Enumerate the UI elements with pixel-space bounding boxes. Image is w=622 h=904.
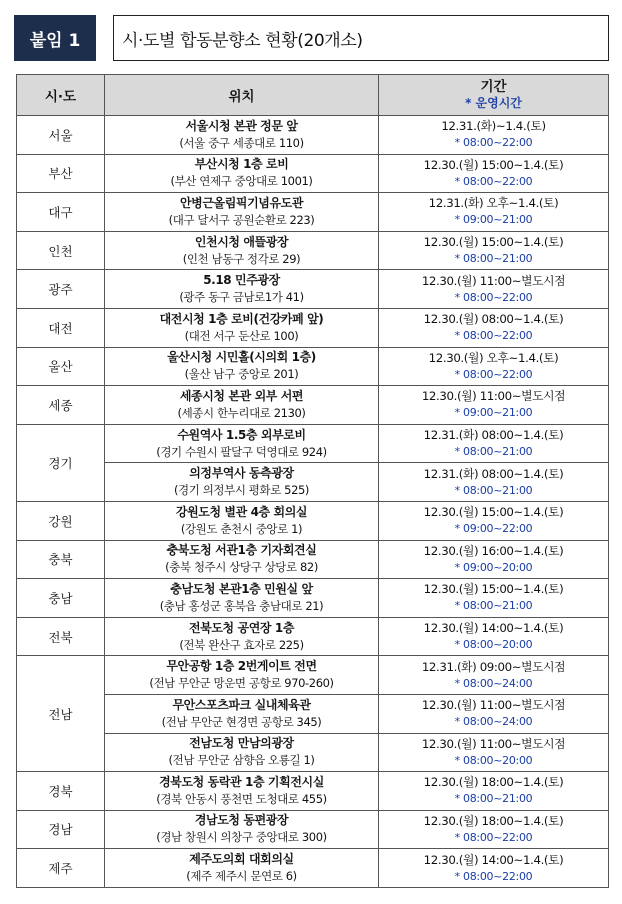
- location-address: (전남 무안군 망운면 공항로 970-260): [149, 676, 334, 691]
- location-name: 강원도청 별관 4층 회의실: [175, 504, 308, 519]
- table-row: [17, 656, 609, 695]
- period-cell: [379, 231, 609, 270]
- operating-hours: * 09:00~21:00: [454, 213, 533, 227]
- region-cell: 세종: [17, 386, 105, 425]
- location-name: 충남도청 본관1층 민원실 앞: [170, 581, 313, 596]
- period-cell: [379, 386, 609, 425]
- operating-hours: * 08:00~20:00: [454, 753, 533, 767]
- operating-hours: * 08:00~21:00: [454, 252, 533, 266]
- location-address: (전북 완산구 효자로 225): [179, 637, 304, 652]
- operating-hours: * 08:00~22:00: [454, 830, 533, 844]
- period-cell: [379, 308, 609, 347]
- location-cell: [105, 733, 379, 772]
- location-name: 세종시청 본관 외부 서편: [179, 388, 304, 403]
- location-name: 대전시청 1층 로비(건강카페 앞): [159, 311, 324, 326]
- period-cell: [379, 193, 609, 232]
- operating-hours: * 08:00~22:00: [454, 136, 533, 150]
- region-cell: 전북: [17, 617, 105, 656]
- location-address: (서울 중구 세종대로 110): [179, 135, 304, 150]
- location-cell: [105, 656, 379, 695]
- region-cell: 전남: [17, 656, 105, 772]
- location-address: (경기 의정부시 평화로 525): [173, 483, 310, 498]
- header-period: [379, 75, 609, 116]
- period-cell: [379, 849, 609, 888]
- table-row: [17, 849, 609, 888]
- location-cell: [105, 231, 379, 270]
- table-row: [17, 694, 609, 733]
- period-cell: [379, 656, 609, 695]
- location-address: (대구 달서구 공원순환로 223): [168, 212, 315, 227]
- location-name: 인천시청 애뜰광장: [194, 234, 289, 249]
- location-address: (제주 제주시 문연로 6): [186, 869, 297, 884]
- attachment-badge: 붙임 1: [14, 15, 96, 61]
- operating-hours: * 08:00~24:00: [454, 715, 533, 729]
- operating-hours: * 08:00~22:00: [454, 174, 533, 188]
- location-address: (부산 연제구 중앙대로 1001): [170, 174, 313, 189]
- region-cell: 서울: [17, 116, 105, 155]
- table-row: [17, 501, 609, 540]
- period-cell: [379, 733, 609, 772]
- location-cell: [105, 463, 379, 502]
- operating-hours: * 08:00~22:00: [454, 869, 533, 883]
- location-cell: [105, 579, 379, 618]
- location-cell: [105, 772, 379, 811]
- region-cell: 대구: [17, 193, 105, 232]
- table-row: [17, 540, 609, 579]
- period-range: 12.31.(화) 오후~1.4.(토): [428, 196, 559, 211]
- location-cell: [105, 193, 379, 232]
- location-address: (광주 동구 금남로1가 41): [179, 290, 304, 305]
- period-range: 12.30.(월) 11:00~별도시점: [421, 389, 566, 404]
- table-row: [17, 579, 609, 618]
- location-name: 경남도청 동편광장: [194, 813, 289, 828]
- period-cell: [379, 694, 609, 733]
- table-row: [17, 193, 609, 232]
- location-address: (경남 창원시 의창구 중앙대로 300): [156, 830, 327, 845]
- period-cell: [379, 116, 609, 155]
- location-address: (경북 안동시 풍천면 도청대로 455): [156, 791, 327, 806]
- location-address: (인천 남동구 정각로 29): [182, 251, 301, 266]
- table-row: [17, 347, 609, 386]
- header-period-sub: * 운영시간: [465, 96, 522, 110]
- period-range: 12.30.(월) 15:00~1.4.(토): [423, 157, 564, 172]
- region-cell: 제주: [17, 849, 105, 888]
- region-cell: 광주: [17, 270, 105, 309]
- operating-hours: * 08:00~22:00: [454, 290, 533, 304]
- period-range: 12.30.(월) 14:00~1.4.(토): [423, 852, 564, 867]
- region-cell: 충남: [17, 579, 105, 618]
- period-cell: [379, 501, 609, 540]
- location-name: 전남도청 만남의광장: [189, 736, 294, 751]
- region-cell: 울산: [17, 347, 105, 386]
- period-range: 12.30.(월) 15:00~1.4.(토): [423, 505, 564, 520]
- location-cell: [105, 308, 379, 347]
- location-cell: [105, 810, 379, 849]
- location-cell: [105, 849, 379, 888]
- region-cell: 부산: [17, 154, 105, 193]
- period-range: 12.30.(월) 18:00~1.4.(토): [423, 813, 564, 828]
- location-cell: [105, 154, 379, 193]
- location-name: 수원역사 1.5층 외부로비: [177, 427, 306, 442]
- operating-hours: * 08:00~21:00: [454, 599, 533, 613]
- location-cell: [105, 116, 379, 155]
- table-row: [17, 733, 609, 772]
- header-region: 시·도: [17, 75, 105, 116]
- region-cell: 인천: [17, 231, 105, 270]
- operating-hours: * 08:00~24:00: [454, 676, 533, 690]
- table-row: [17, 154, 609, 193]
- operating-hours: * 09:00~20:00: [454, 560, 533, 574]
- location-cell: [105, 540, 379, 579]
- location-name: 전북도청 공연장 1층: [188, 620, 295, 635]
- region-cell: 대전: [17, 308, 105, 347]
- period-cell: [379, 424, 609, 463]
- location-cell: [105, 270, 379, 309]
- location-address: (대전 서구 둔산로 100): [184, 328, 299, 343]
- operating-hours: * 08:00~22:00: [454, 329, 533, 343]
- location-name: 서울시청 본관 정문 앞: [185, 118, 298, 133]
- location-address: (전남 무안군 삼향읍 오룡길 1): [168, 753, 315, 768]
- operating-hours: * 08:00~21:00: [454, 792, 533, 806]
- period-range: 12.31.(화)~1.4.(토): [441, 119, 546, 134]
- operating-hours: * 08:00~20:00: [454, 638, 533, 652]
- operating-hours: * 09:00~21:00: [454, 406, 533, 420]
- region-cell: 강원: [17, 501, 105, 540]
- region-cell: 충북: [17, 540, 105, 579]
- operating-hours: * 08:00~21:00: [454, 445, 533, 459]
- period-range: 12.30.(월) 15:00~1.4.(토): [423, 235, 564, 250]
- table-row: [17, 308, 609, 347]
- period-cell: [379, 579, 609, 618]
- table-row: [17, 386, 609, 425]
- period-range: 12.30.(월) 오후~1.4.(토): [428, 350, 559, 365]
- period-cell: [379, 617, 609, 656]
- table-header-row: [17, 75, 609, 116]
- table-row: [17, 772, 609, 811]
- location-address: (울산 남구 중앙로 201): [184, 367, 299, 382]
- period-cell: [379, 540, 609, 579]
- period-range: 12.30.(월) 14:00~1.4.(토): [423, 621, 564, 636]
- location-name: 무안공항 1층 2번게이트 전면: [166, 659, 317, 674]
- period-range: 12.30.(월) 11:00~별도시점: [421, 698, 566, 713]
- table-row: [17, 270, 609, 309]
- table-row: [17, 463, 609, 502]
- location-name: 부산시청 1층 로비: [194, 157, 289, 172]
- period-cell: [379, 347, 609, 386]
- table-row: [17, 810, 609, 849]
- location-name: 의정부역사 동측광장: [189, 466, 294, 481]
- period-range: 12.30.(월) 08:00~1.4.(토): [423, 312, 564, 327]
- location-address: (경기 수원시 팔달구 덕영대로 924): [156, 444, 327, 459]
- period-range: 12.30.(월) 16:00~1.4.(토): [423, 543, 564, 558]
- region-cell: 경기: [17, 424, 105, 501]
- location-cell: [105, 694, 379, 733]
- period-range: 12.31.(화) 08:00~1.4.(토): [423, 466, 564, 481]
- region-cell: 경남: [17, 810, 105, 849]
- table-row: [17, 617, 609, 656]
- location-name: 제주도의회 대회의실: [189, 852, 294, 867]
- location-name: 안병근올림픽기념유도관: [179, 195, 304, 210]
- period-range: 12.30.(월) 11:00~별도시점: [421, 736, 566, 751]
- location-cell: [105, 617, 379, 656]
- location-cell: [105, 386, 379, 425]
- operating-hours: * 08:00~21:00: [454, 483, 533, 497]
- header-period-label: 기간: [480, 79, 507, 95]
- location-cell: [105, 424, 379, 463]
- period-cell: [379, 463, 609, 502]
- location-name: 5.18 민주광장: [203, 273, 280, 288]
- location-name: 무안스포츠파크 실내체육관: [172, 697, 311, 712]
- operating-hours: * 09:00~22:00: [454, 522, 533, 536]
- period-range: 12.30.(월) 18:00~1.4.(토): [423, 775, 564, 790]
- period-range: 12.30.(월) 11:00~별도시점: [421, 273, 566, 288]
- location-name: 경북도청 동락관 1층 기획전시실: [159, 774, 324, 789]
- region-cell: 경북: [17, 772, 105, 811]
- table-row: [17, 231, 609, 270]
- period-range: 12.30.(월) 15:00~1.4.(토): [423, 582, 564, 597]
- period-range: 12.31.(화) 08:00~1.4.(토): [423, 428, 564, 443]
- table-row: [17, 424, 609, 463]
- period-cell: [379, 810, 609, 849]
- period-cell: [379, 772, 609, 811]
- location-name: 충북도청 서관1층 기자회견실: [166, 543, 317, 558]
- memorial-altar-table: [16, 74, 609, 888]
- period-cell: [379, 270, 609, 309]
- period-range: 12.31.(화) 09:00~별도시점: [421, 659, 566, 674]
- period-cell: [379, 154, 609, 193]
- location-address: (충남 홍성군 홍북읍 충남대로 21): [159, 598, 324, 613]
- location-cell: [105, 501, 379, 540]
- operating-hours: * 08:00~22:00: [454, 367, 533, 381]
- location-name: 울산시청 시민홀(시의회 1층): [167, 350, 316, 365]
- table-row: [17, 116, 609, 155]
- location-cell: [105, 347, 379, 386]
- header-location: 위치: [105, 75, 379, 116]
- document-title: 시·도별 합동분향소 현황(20개소): [113, 15, 609, 61]
- location-address: (강원도 춘천시 중앙로 1): [180, 521, 303, 536]
- location-address: (전남 무안군 현경면 공항로 345): [161, 714, 322, 729]
- location-address: (세종시 한누리대로 2130): [177, 405, 306, 420]
- location-address: (충북 청주시 상당구 상당로 82): [165, 560, 318, 575]
